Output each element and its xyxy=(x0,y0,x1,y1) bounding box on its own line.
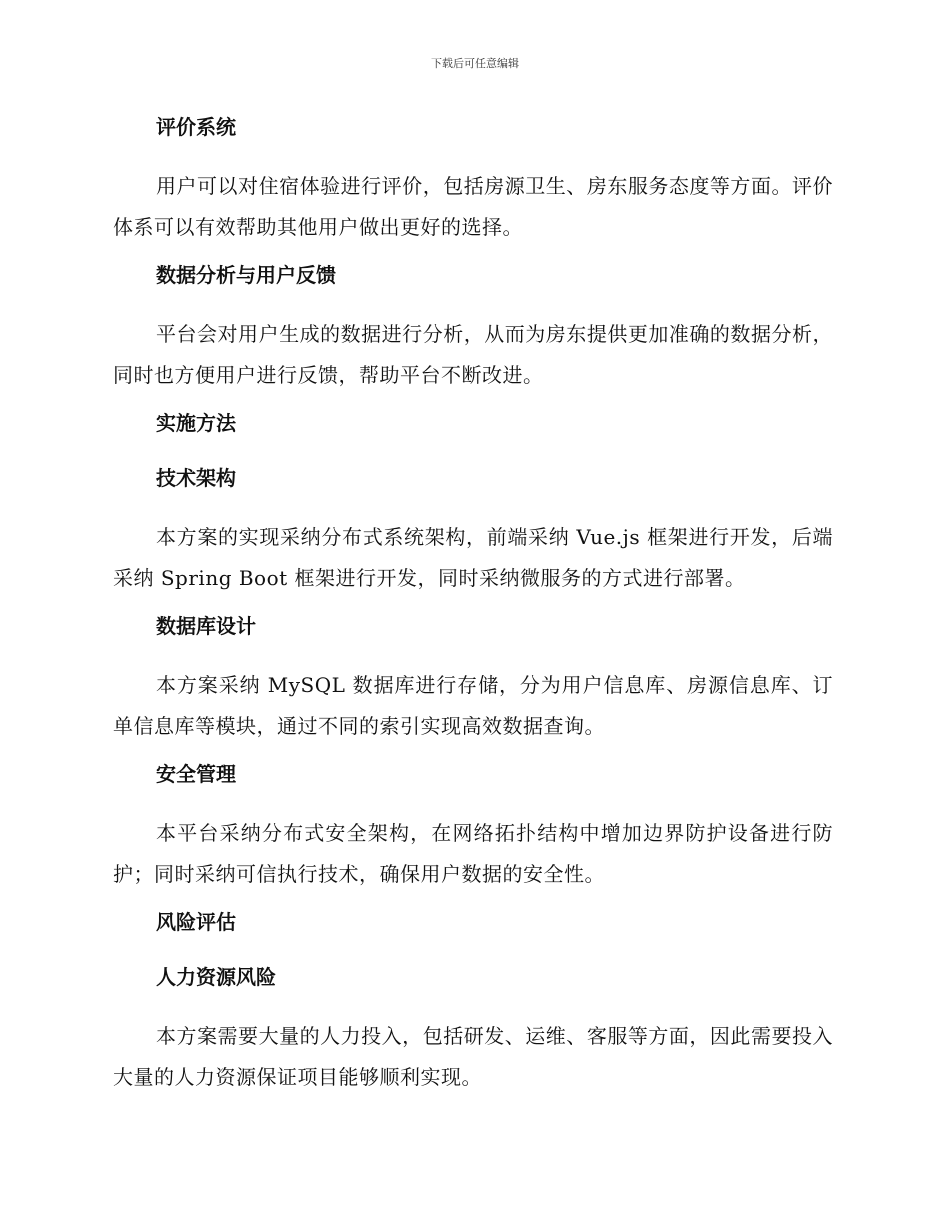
section-heading-security: 安全管理 xyxy=(156,762,236,786)
paragraph-hr-risk: 本方案需要大量的人力投入，包括研发、运维、客服等方面，因此需要投入大量的人力资源保证项目能够顺利实现。 xyxy=(113,1024,833,1089)
section-heading-tech-architecture: 技术架构 xyxy=(156,466,236,490)
section-heading-implementation: 实施方法 xyxy=(156,411,236,435)
section-heading-evaluation: 评价系统 xyxy=(156,115,236,139)
paragraph-security: 本平台采纳分布式安全架构，在网络拓扑结构中增加边界防护设备进行防护；同时采纳可信执行技术，确保用户数据的安全性。 xyxy=(113,821,833,886)
paragraph-tech-architecture: 本方案的实现采纳分布式系统架构，前端采纳 Vue.js 框架进行开发，后端采纳 Spring Boot 框架进行开发，同时采纳微服务的方式进行部署。 xyxy=(113,525,833,590)
section-heading-data-analysis: 数据分析与用户反馈 xyxy=(156,263,336,287)
section-heading-database-design: 数据库设计 xyxy=(156,614,256,638)
section-heading-risk-assessment: 风险评估 xyxy=(156,910,236,934)
paragraph-data-analysis: 平台会对用户生成的数据进行分析，从而为房东提供更加准确的数据分析，同时也方便用户进行反馈，帮助平台不断改进。 xyxy=(113,322,833,387)
paragraph-evaluation: 用户可以对住宿体验进行评价，包括房源卫生、房东服务态度等方面。评价体系可以有效帮助其他用户做出更好的选择。 xyxy=(113,174,833,239)
section-heading-hr-risk: 人力资源风险 xyxy=(156,965,276,989)
document-body xyxy=(113,112,833,1110)
page-header: 下载后可任意编辑 xyxy=(431,57,519,70)
paragraph-database-design: 本方案采纳 MySQL 数据库进行存储，分为用户信息库、房源信息库、订单信息库等模块，通过不同的索引实现高效数据查询。 xyxy=(113,673,833,738)
